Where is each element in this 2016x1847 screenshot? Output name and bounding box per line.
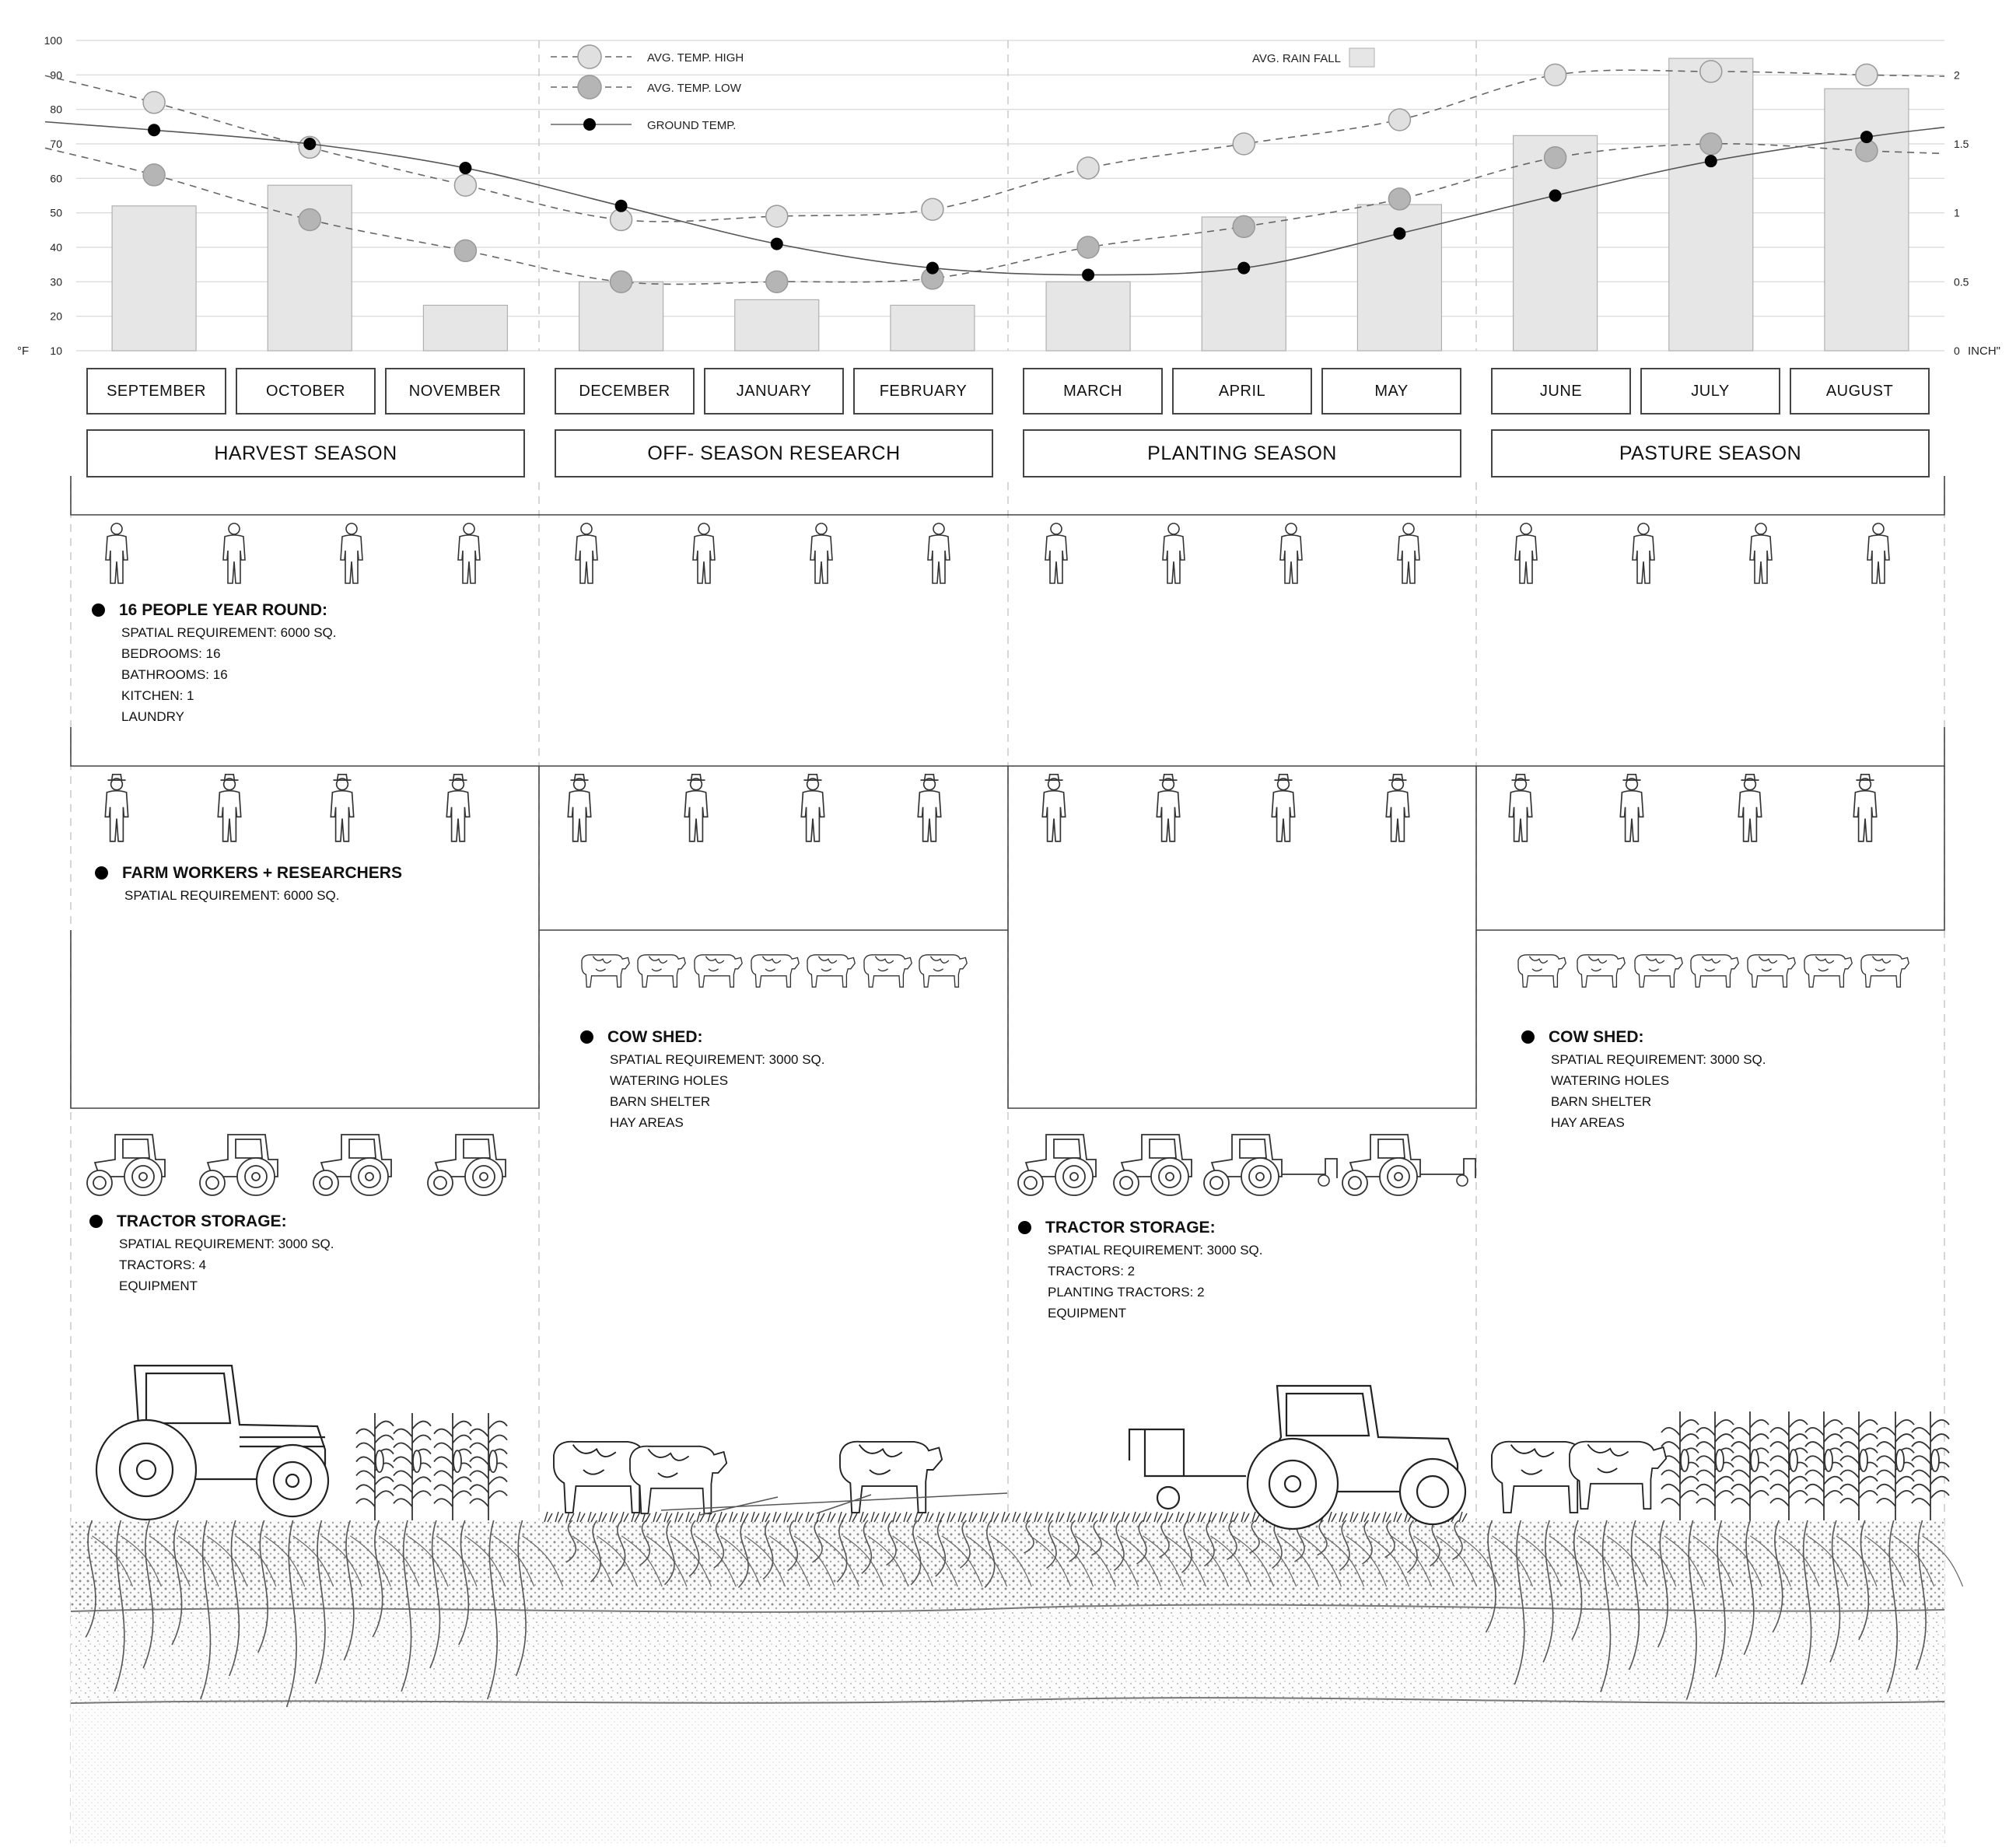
planter-attachment <box>1282 1159 1337 1178</box>
corn-plant-icon <box>470 1413 507 1520</box>
farm-worker-icon <box>218 775 240 841</box>
farm-worker-icon <box>1509 775 1531 841</box>
large-cow-icon <box>840 1442 942 1513</box>
info-workers <box>124 862 402 906</box>
tractor-icon <box>200 1135 278 1195</box>
left-tick-label: 10 <box>50 345 62 357</box>
cow-icon <box>1635 955 1682 987</box>
info-cowshed-pasture <box>1551 1027 1766 1133</box>
person-icon <box>341 523 362 583</box>
farm-worker-icon <box>1620 775 1643 841</box>
left-tick-label: 80 <box>50 103 62 116</box>
info-line: BARN SHELTER <box>610 1094 711 1109</box>
cow-icon <box>638 955 685 987</box>
season-box: PASTURE SEASON <box>1491 429 1930 477</box>
cowshed-bracket <box>1476 766 1944 930</box>
person-icon <box>106 523 128 583</box>
tractor-bracket <box>1008 930 1476 1108</box>
month-box: APRIL <box>1172 368 1312 415</box>
info-cowshed-offseason <box>607 1027 825 1133</box>
corn-plant-icon <box>1770 1411 1808 1520</box>
tractor-icon <box>1114 1135 1192 1195</box>
info-people-title: 16 PEOPLE YEAR ROUND: <box>119 601 328 619</box>
bullet-icon <box>89 1215 103 1228</box>
corn-plant-icon <box>356 1413 394 1520</box>
info-line: KITCHEN: 1 <box>121 688 194 703</box>
tractor-icon <box>313 1135 391 1195</box>
info-line: EQUIPMENT <box>119 1279 198 1293</box>
bullet-icon <box>1521 1030 1535 1044</box>
planter-wheel <box>1457 1175 1468 1186</box>
month-box: FEBRUARY <box>853 368 993 415</box>
cow-icon <box>1748 955 1795 987</box>
info-cowshed-title: COW SHED: <box>1549 1028 1644 1046</box>
corn-plant-icon <box>434 1413 471 1520</box>
info-people <box>121 600 337 727</box>
planting-tractor-icon <box>1342 1135 1420 1195</box>
bullet-icon <box>580 1030 593 1044</box>
farm-worker-icon <box>1738 775 1761 841</box>
info-line: BARN SHELTER <box>1551 1094 1652 1109</box>
info-line: SPATIAL REQUIREMENT: 3000 SQ. <box>119 1237 334 1251</box>
info-line: HAY AREAS <box>1551 1115 1625 1130</box>
farm-worker-icon <box>1042 775 1065 841</box>
right-tick-label: 0 <box>1954 345 1960 357</box>
month-box: DECEMBER <box>555 368 695 415</box>
farm-worker-icon <box>684 775 707 841</box>
info-line: HAY AREAS <box>610 1115 684 1130</box>
cow-icon <box>807 955 855 987</box>
person-icon <box>1045 523 1067 583</box>
month-box: JUNE <box>1491 368 1631 415</box>
info-line: BATHROOMS: 16 <box>121 667 228 682</box>
person-icon <box>1163 523 1185 583</box>
cowshed-bracket <box>539 766 1008 930</box>
info-workers-title: FARM WORKERS + RESEARCHERS <box>122 864 402 882</box>
corn-plant-icon <box>394 1413 431 1520</box>
info-tractor-harvest <box>119 1211 334 1296</box>
farm-worker-icon <box>105 775 128 841</box>
info-line: WATERING HOLES <box>610 1073 729 1088</box>
large-cow-icon <box>630 1446 726 1514</box>
planter-wheel <box>1318 1175 1329 1186</box>
info-line: SPATIAL REQUIREMENT: 6000 SQ. <box>121 625 337 640</box>
bullet-icon <box>92 603 105 617</box>
person-icon <box>1280 523 1302 583</box>
month-box: SEPTEMBER <box>86 368 226 415</box>
left-tick-label: 30 <box>50 275 62 289</box>
cow-icon <box>1518 955 1566 987</box>
right-tick-label: 1.5 <box>1954 138 1969 150</box>
tractor-icon <box>87 1135 165 1195</box>
legend-label: AVG. RAIN FALL <box>1252 52 1341 65</box>
cow-icon <box>1804 955 1852 987</box>
info-tractor-title: TRACTOR STORAGE: <box>1045 1219 1216 1237</box>
info-line: SPATIAL REQUIREMENT: 3000 SQ. <box>1551 1052 1766 1067</box>
cow-icon <box>1691 955 1738 987</box>
month-box: AUGUST <box>1790 368 1930 415</box>
info-tractor-planting <box>1045 1217 1263 1324</box>
corn-plant-icon <box>1805 1411 1843 1520</box>
month-box: OCTOBER <box>236 368 376 415</box>
farm-worker-icon <box>446 775 469 841</box>
info-line: PLANTING TRACTORS: 2 <box>1048 1285 1205 1300</box>
month-box: MAY <box>1321 368 1461 415</box>
left-tick-label: 50 <box>50 206 62 219</box>
farm-worker-icon <box>1272 775 1294 841</box>
farm-worker-icon <box>1386 775 1409 841</box>
tractor-bracket <box>71 930 539 1108</box>
person-icon <box>1398 523 1419 583</box>
cow-icon <box>582 955 629 987</box>
cow-icon <box>919 955 967 987</box>
legend-label: AVG. TEMP. LOW <box>647 82 741 95</box>
corn-plant-icon <box>1840 1411 1878 1520</box>
corn-plant-icon <box>1912 1411 1949 1520</box>
person-icon <box>810 523 832 583</box>
season-box: OFF- SEASON RESEARCH <box>555 429 993 477</box>
left-tick-label: 90 <box>50 68 62 82</box>
people-bracket <box>71 727 1944 766</box>
right-tick-label: 2 <box>1954 68 1960 82</box>
left-tick-label: 40 <box>50 241 62 254</box>
person-icon <box>576 523 597 583</box>
person-icon <box>1633 523 1654 583</box>
info-line: SPATIAL REQUIREMENT: 3000 SQ. <box>1048 1243 1263 1258</box>
tractor-icon <box>428 1135 506 1195</box>
large-tractor-icon <box>96 1366 328 1520</box>
person-icon <box>1515 523 1537 583</box>
cow-icon <box>695 955 742 987</box>
info-line: LAUNDRY <box>121 709 184 724</box>
corn-plant-icon <box>1661 1411 1699 1520</box>
person-icon <box>458 523 480 583</box>
info-line: WATERING HOLES <box>1551 1073 1670 1088</box>
month-box: MARCH <box>1023 368 1163 415</box>
month-box: JANUARY <box>704 368 844 415</box>
right-axis-unit: INCH" <box>1968 345 2000 358</box>
info-line: BEDROOMS: 16 <box>121 646 221 661</box>
left-tick-label: 70 <box>50 138 62 150</box>
season-box: PLANTING SEASON <box>1023 429 1461 477</box>
info-line: TRACTORS: 4 <box>119 1258 207 1272</box>
legend-label: AVG. TEMP. HIGH <box>647 51 744 65</box>
farm-worker-icon <box>1157 775 1179 841</box>
legend-label: GROUND TEMP. <box>647 119 737 132</box>
person-icon <box>1867 523 1889 583</box>
planting-tractor-icon <box>1204 1135 1282 1195</box>
person-icon <box>1750 523 1772 583</box>
farm-worker-icon <box>801 775 824 841</box>
corn-plant-icon <box>1731 1411 1769 1520</box>
info-tractor-title: TRACTOR STORAGE: <box>117 1212 287 1230</box>
hay-debris <box>661 1493 1007 1515</box>
bullet-icon <box>95 866 108 880</box>
info-line: SPATIAL REQUIREMENT: 6000 SQ. <box>124 888 340 903</box>
left-tick-label: 60 <box>50 172 62 185</box>
large-cow-icon <box>1570 1442 1666 1509</box>
info-line: SPATIAL REQUIREMENT: 3000 SQ. <box>610 1052 825 1067</box>
cow-icon <box>864 955 912 987</box>
right-tick-label: 1 <box>1954 206 1960 219</box>
bedrock-layer <box>71 1703 1944 1843</box>
left-tick-label: 20 <box>50 310 62 323</box>
left-tick-label: 100 <box>44 34 62 47</box>
info-line: EQUIPMENT <box>1048 1306 1127 1321</box>
cow-icon <box>1577 955 1625 987</box>
month-box: JULY <box>1640 368 1780 415</box>
subsoil-layer <box>71 1610 1944 1705</box>
farm-worker-icon <box>918 775 940 841</box>
cow-icon <box>1861 955 1909 987</box>
tractor-icon <box>1018 1135 1096 1195</box>
month-box: NOVEMBER <box>385 368 525 415</box>
farm-worker-icon <box>568 775 590 841</box>
farm-worker-icon <box>1853 775 1876 841</box>
person-icon <box>928 523 950 583</box>
info-cowshed-title: COW SHED: <box>607 1028 703 1046</box>
large-planting-tractor-icon <box>1129 1386 1465 1529</box>
corn-plant-icon <box>1877 1411 1914 1520</box>
planter-attachment <box>1420 1159 1475 1178</box>
people-bracket <box>71 476 1944 515</box>
season-box: HARVEST SEASON <box>86 429 525 477</box>
bullet-icon <box>1018 1221 1031 1234</box>
info-line: TRACTORS: 2 <box>1048 1264 1136 1279</box>
person-icon <box>693 523 715 583</box>
left-axis-unit: °F <box>17 345 30 358</box>
right-tick-label: 0.5 <box>1954 275 1969 289</box>
cow-icon <box>751 955 799 987</box>
farm-worker-icon <box>331 775 353 841</box>
person-icon <box>223 523 245 583</box>
corn-plant-icon <box>1696 1411 1734 1520</box>
